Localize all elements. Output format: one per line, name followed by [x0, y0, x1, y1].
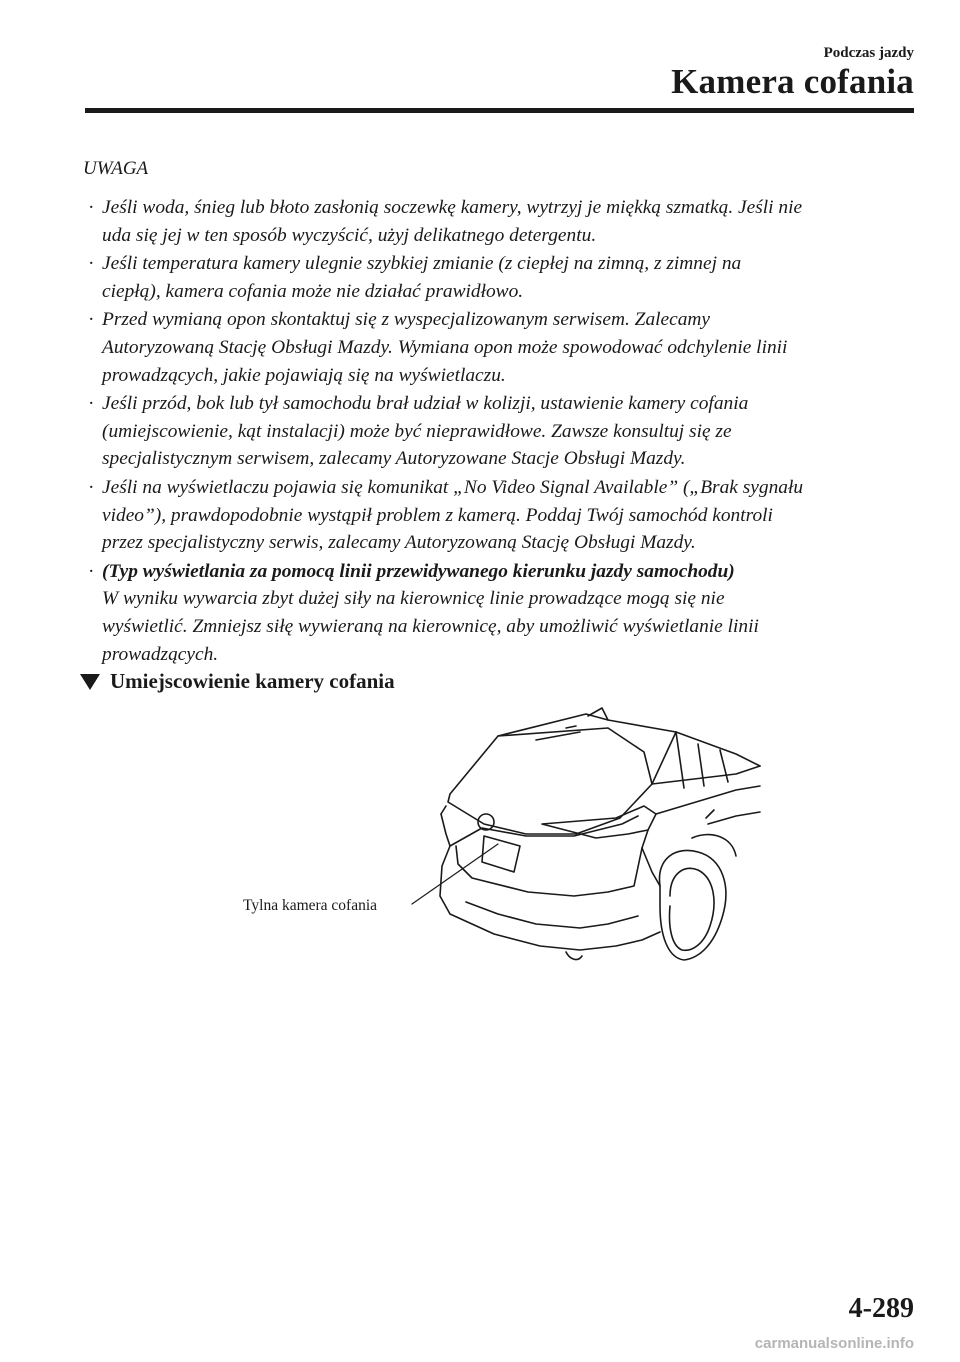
- triangle-down-icon: [80, 674, 100, 690]
- notice-block: [80, 158, 920, 669]
- notice-item: [80, 306, 920, 389]
- notice-item-heading: (Typ wyświetlania za pomocą linii przewidywanego kierunku jazdy samochodu): [102, 560, 735, 582]
- notice-item: [80, 250, 920, 305]
- page-number: 4-289: [848, 1293, 914, 1324]
- watermark: carmanualsonline.info: [754, 1335, 914, 1352]
- notice-line: Jeśli przód, bok lub tył samochodu brał udział w kolizji, ustawienie kamery cofania: [102, 393, 749, 415]
- notice-line: W wyniku wywarcia zbyt dużej siły na kierownicę linie prowadzące mogą się nie: [102, 588, 725, 610]
- notice-list: [80, 194, 920, 668]
- notice-line: video”), prawdopodobnie wystąpił problem z kamerą. Poddaj Twój samochód kontroli: [102, 504, 773, 526]
- header-divider: [85, 108, 914, 113]
- bullet-icon: ·: [88, 197, 95, 218]
- notice-line: uda się jej w ten sposób wyczyścić, użyj delikatnego detergentu.: [102, 224, 597, 246]
- notice-item: [80, 558, 920, 668]
- notice-line: prowadzących, jakie pojawiają się na wyświetlaczu.: [102, 364, 506, 386]
- notice-heading: UWAGA: [83, 158, 149, 179]
- notice-line: Jeśli woda, śnieg lub błoto zasłonią soczewkę kamery, wytrzyj je miękką szmatką. Jeśli nie: [102, 197, 803, 218]
- car-rear-illustration: [236, 706, 766, 976]
- notice-line: ciepłą), kamera cofania może nie działać prawidłowo.: [102, 280, 524, 302]
- notice-item: [80, 390, 920, 473]
- subsection-heading: [80, 669, 395, 694]
- bullet-icon: ·: [88, 253, 95, 275]
- bullet-icon: ·: [88, 476, 95, 498]
- subsection-title: Umiejscowienie kamery cofania: [110, 669, 395, 693]
- notice-line: wyświetlić. Zmniejsz siłę wywieraną na kierownicę, aby umożliwić wyświetlanie linii: [102, 615, 759, 637]
- notice-line: Jeśli na wyświetlaczu pojawia się komunikat „No Video Signal Available” („Brak sygnału: [102, 476, 804, 498]
- notice-line: przez specjalistyczny serwis, zalecamy Autoryzowaną Stację Obsługi Mazdy.: [102, 532, 696, 554]
- notice-line: Jeśli temperatura kamery ulegnie szybkiej zmianie (z ciepłej na zimną, z zimnej na: [102, 253, 742, 275]
- notice-line: prowadzących.: [102, 643, 219, 665]
- notice-item: [80, 194, 920, 249]
- notice-line: Przed wymianą opon skontaktuj się z wyspecjalizowanym serwisem. Zalecamy: [102, 309, 711, 331]
- section-label: Podczas jazdy: [823, 45, 914, 61]
- notice-line: Autoryzowaną Stację Obsługi Mazdy. Wymiana opon może spowodować odchylenie linii: [102, 336, 788, 358]
- notice-line: specjalistycznym serwisem, zalecamy Autoryzowane Stacje Obsługi Mazdy.: [102, 448, 686, 470]
- bullet-icon: ·: [88, 309, 95, 331]
- bullet-icon: ·: [88, 560, 95, 582]
- camera-callout-label: Tylna kamera cofania: [243, 897, 378, 914]
- notice-line: (umiejscowienie, kąt instalacji) może być nieprawidłowe. Zawsze konsultuj się ze: [102, 420, 732, 442]
- notice-item: [80, 474, 920, 557]
- chapter-title: Kamera cofania: [671, 62, 914, 101]
- bullet-icon: ·: [88, 393, 95, 415]
